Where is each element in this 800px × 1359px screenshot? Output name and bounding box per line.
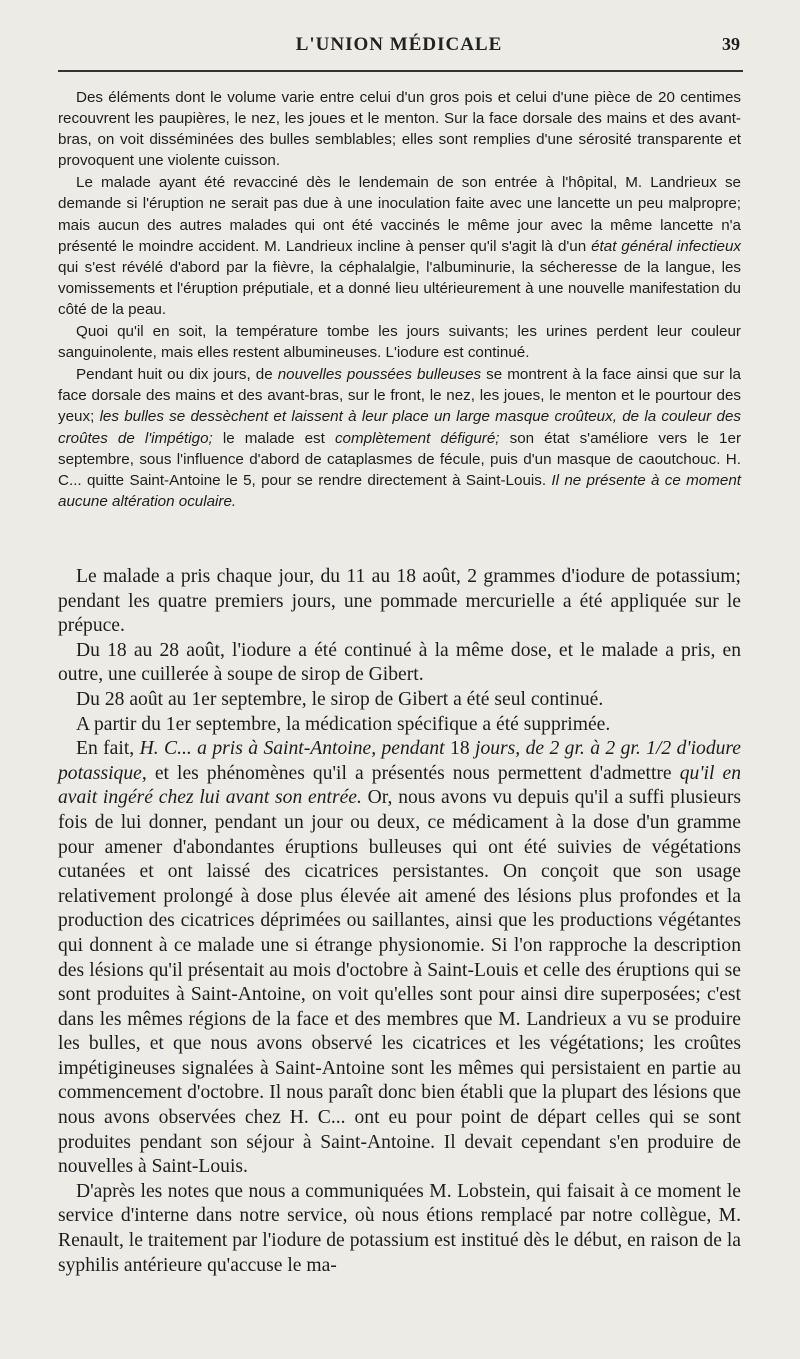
paragraph — [58, 1180, 741, 1278]
paragraph — [58, 713, 741, 738]
paragraph — [58, 172, 741, 320]
paragraph-text: Pendant huit ou dix jours, de — [76, 366, 278, 384]
paragraph-text: le malade est — [212, 429, 335, 447]
paragraph — [58, 565, 741, 639]
italic-text: qu'il en avait ingéré chez lui avant son entrée. — [58, 762, 741, 809]
paragraph-text: Le malade ayant été revacciné dès le lendemain de son entrée à l'hôpital, M. Landrieux se demande si l'éruption ne serait pas due à une inoculation faite avec une lancette un peu malpropre; mais aucun des autres malades qui ont été vaccinés le même jour avec la même lancette n'a présenté le moindre accident. M. Landrieux incline à penser qu'il s'agit là d'un — [58, 174, 741, 255]
italic-text: nouvelles poussées bulleuses — [277, 366, 482, 384]
paragraph-text: Le malade a pris chaque jour, du 11 au 18 août, 2 grammes d'iodure de potassium; pendant les quatre premiers jours, une pommade mercurielle a été appliquée sur le prépuce. — [58, 566, 741, 637]
main-body-text — [58, 565, 741, 1278]
paragraph — [58, 321, 741, 363]
header-rule — [58, 70, 743, 72]
italic-text: jours, de 2 gr. à 2 gr. 1/2 d'iodure potassique — [58, 738, 742, 784]
paragraph-text: 18 — [444, 738, 476, 760]
paragraph — [58, 688, 741, 713]
paragraph — [58, 639, 741, 688]
paragraph-text: A partir du 1er septembre, la médication spécifique a été supprimée. — [76, 713, 611, 735]
paragraph-text: Or, nous avons vu depuis qu'il a suffi plusieurs fois de lui donner, pendant un jour ou deux, ce médicament à la dose d'un gramme pour amener d'abondantes éruptions bulleuses qui ont été suivies de végétations cutanées et ont laissé des cicatrices persistantes. On conçoit que son usage relativement prolongé à dose plus élevée ait amené des lésions plus profondes et la production des cicatrices déprimées ou saillantes, ainsi que les productions végétantes qui donnent à ce malade une si étrange physionomie. Si l'on rapproche la description des lésions qu'il présentait au mois d'octobre à Saint-Louis et celle des éruptions qui se sont produites à Saint-Antoine, on voit qu'elles sont pour ainsi dire superposées; c'est dans les mêmes régions de la face et des membres que M. Landrieux a vu se produire les bulles, et que nous avons observé les cicatrices et les végétations; les croûtes impétigineuses signalées à Saint-Antoine sont les mêmes qui persistaient en partie au commencement d'octobre. Il nous paraît donc bien établi que la plupart des lésions que nous avons observées chez H. C... ont eu pour point de départ celles qui se sont produites pendant son séjour à Saint-Antoine. Il devait cependant s'en produire de nouvelles à Saint-Louis. — [58, 787, 741, 1178]
running-head — [58, 34, 740, 62]
paragraph-text: qui s'est révélé d'abord par la fièvre, la céphalalgie, l'albuminurie, la sécheresse de la langue, les vomissements et l'éruption préputiale, et a donné lieu ultérieurement à une nouvelle manifestation du côté de la peau. — [58, 258, 741, 318]
journal-title: L'UNION MÉDICALE — [295, 34, 503, 55]
paragraph-text: D'après les notes que nous a communiquées M. Lobstein, qui faisait à ce moment le service d'interne dans notre service, où nous étions remplacé par notre collègue, M. Renault, le traitement par l'iodure de potassium est institué dès le début, en raison de la syphilis antérieure qu'accuse le ma- — [58, 1180, 741, 1276]
paragraph-text: Quoi qu'il en soit, la température tombe les jours suivants; les urines perdent leur couleur sanguinolente, mais elles restent albumineuses. L'iodure est continué. — [58, 323, 741, 362]
paragraph-text: se montrent à la face ainsi que sur la face dorsale des mains et des avant-bras, sur le front, le nez, les joues, le menton et le pourtour des yeux; — [58, 366, 741, 426]
paragraph — [58, 364, 741, 512]
paragraph-text: , et les phénomènes qu'il a présentés nous permettent d'admettre — [141, 762, 680, 784]
italic-text: complètement défiguré; — [334, 429, 500, 447]
page-number: 39 — [722, 34, 740, 54]
paragraph-text: Du 18 au 28 août, l'iodure a été continué à la même dose, et le malade a pris, en outre, une cuillerée à soupe de sirop de Gibert. — [58, 639, 741, 686]
paragraph — [58, 737, 741, 1180]
italic-text: Il ne présente à ce moment aucune altération oculaire. — [58, 471, 741, 510]
paragraph-text: Du 28 août au 1er septembre, le sirop de Gibert a été seul continué. — [76, 688, 604, 710]
paragraph-text: son état s'améliore vers le 1er septembre, sous l'influence d'abord de cataplasmes de fécule, puis d'un masque de caoutchouc. H. C... quitte Saint-Antoine le 5, pour se rendre directement à Saint-Louis. — [58, 429, 741, 489]
paragraph-text: En fait, — [76, 738, 140, 760]
italic-text: état général infectieux — [591, 237, 741, 255]
paragraph-text: Des éléments dont le volume varie entre celui d'un gros pois et celui d'une pièce de 20 centimes recouvrent les paupières, le nez, les joues et le menton. Sur la face dorsale des mains et des avant-bras, on voit disséminées des bulles semblables; elles sont remplies d'une sérosité transparente et provoquent une violente cuisson. — [58, 89, 741, 170]
paragraph — [58, 87, 741, 171]
case-report-small-text — [58, 87, 741, 513]
italic-text: les bulles se dessèchent et laissent à leur place un large masque croûteux, de la couleur des croûtes de l'impétigo; — [58, 408, 741, 447]
italic-text: H. C... a pris à Saint-Antoine, pendant — [139, 738, 445, 760]
